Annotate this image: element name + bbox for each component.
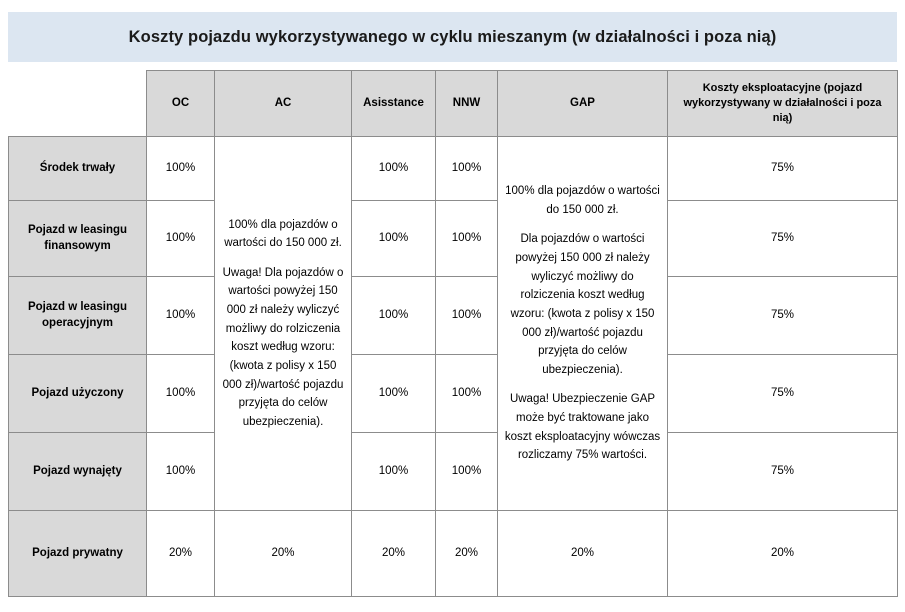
cell-leasing-finansowy-asisstance: 100%	[352, 201, 436, 277]
document-title-banner	[8, 12, 897, 62]
cell-leasing-operacyjny-nnw: 100%	[436, 277, 498, 355]
cell-pojazd-prywatny-nnw: 20%	[436, 511, 498, 597]
row-header-leasing-operacyjny: Pojazd w leasingu operacyjnym	[9, 277, 147, 355]
cell-srodek-trwaly-nnw: 100%	[436, 137, 498, 201]
cell-pojazd-prywatny-koszty: 20%	[668, 511, 898, 597]
cell-srodek-trwaly-asisstance: 100%	[352, 137, 436, 201]
row-header-leasing-finansowy: Pojazd w leasingu finansowym	[9, 201, 147, 277]
cell-pojazd-wynajety-koszty: 75%	[668, 433, 898, 511]
cell-leasing-operacyjny-oc: 100%	[147, 277, 215, 355]
cell-pojazd-wynajety-oc: 100%	[147, 433, 215, 511]
cell-pojazd-uzyczony-asisstance: 100%	[352, 355, 436, 433]
table-header-row	[9, 71, 898, 137]
table-row	[9, 355, 898, 433]
cell-leasing-operacyjny-koszty: 75%	[668, 277, 898, 355]
cell-pojazd-uzyczony-koszty: 75%	[668, 355, 898, 433]
column-header-nnw: NNW	[436, 71, 498, 137]
cell-pojazd-prywatny-oc: 20%	[147, 511, 215, 597]
cell-gap-merged-note	[498, 137, 668, 511]
column-header-koszty-eksploatacyjne: Koszty eksploatacyjne (pojazd wykorzystywany w działalności i poza nią)	[668, 71, 898, 137]
gap-note-paragraph-1: 100% dla pojazdów o wartości do 150 000 zł.	[505, 185, 660, 216]
row-header-srodek-trwaly: Środek trwały	[9, 137, 147, 201]
table-row	[9, 137, 898, 201]
cell-leasing-finansowy-nnw: 100%	[436, 201, 498, 277]
table-row	[9, 433, 898, 511]
row-header-pojazd-wynajety: Pojazd wynajęty	[9, 433, 147, 511]
cell-pojazd-uzyczony-nnw: 100%	[436, 355, 498, 433]
ac-note-paragraph-2: Uwaga! Dla pojazdów o wartości powyżej 150 000 zł należy wyliczyć możliwy do rolziczenia koszt według wzoru: (kwota z polisy x 150 000 zł)/wartość pojazdu przyjęta do celów ubezpieczenia).	[222, 266, 344, 428]
table-header	[9, 71, 898, 137]
column-header-ac: AC	[215, 71, 352, 137]
cell-pojazd-prywatny-asisstance: 20%	[352, 511, 436, 597]
row-header-pojazd-uzyczony: Pojazd użyczony	[9, 355, 147, 433]
column-header-gap: GAP	[498, 71, 668, 137]
table-row	[9, 277, 898, 355]
cell-pojazd-uzyczony-oc: 100%	[147, 355, 215, 433]
column-header-asisstance: Asisstance	[352, 71, 436, 137]
gap-note-paragraph-3: Uwaga! Ubezpieczenie GAP może być traktowane jako koszt eksploatacyjny wówczas rozliczamy 75% wartości.	[504, 393, 661, 462]
cell-leasing-finansowy-koszty: 75%	[668, 201, 898, 277]
cell-ac-merged-note	[215, 137, 352, 511]
row-header-pojazd-prywatny: Pojazd prywatny	[9, 511, 147, 597]
cell-leasing-operacyjny-asisstance: 100%	[352, 277, 436, 355]
table-row	[9, 511, 898, 597]
table-body	[9, 137, 898, 597]
gap-note-paragraph-2: Dla pojazdów o wartości powyżej 150 000 zł należy wyliczyć możliwy do rolziczenia koszt według wzoru: (kwota z polisy x 150 000 zł)/wartość pojazdu przyjęta do celów ubezpieczenia).	[510, 233, 655, 376]
page-title: Koszty pojazdu wykorzystywanego w cyklu mieszanym (w działalności i poza nią)	[128, 27, 777, 46]
cell-pojazd-prywatny-ac: 20%	[215, 511, 352, 597]
cell-srodek-trwaly-oc: 100%	[147, 137, 215, 201]
table-corner-cell	[9, 71, 147, 137]
ac-note-paragraph-1: 100% dla pojazdów o wartości do 150 000 zł.	[224, 218, 342, 250]
cell-pojazd-prywatny-gap: 20%	[498, 511, 668, 597]
table-row	[9, 201, 898, 277]
costs-table	[8, 70, 898, 597]
cell-srodek-trwaly-koszty: 75%	[668, 137, 898, 201]
column-header-oc: OC	[147, 71, 215, 137]
cell-leasing-finansowy-oc: 100%	[147, 201, 215, 277]
cell-pojazd-wynajety-asisstance: 100%	[352, 433, 436, 511]
cell-pojazd-wynajety-nnw: 100%	[436, 433, 498, 511]
